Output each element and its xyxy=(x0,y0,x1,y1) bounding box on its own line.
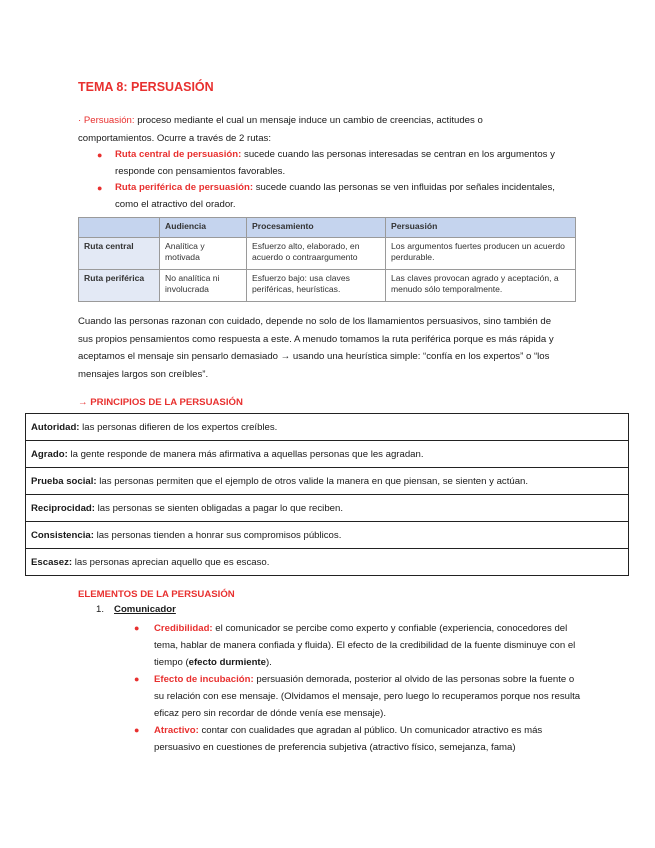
page-title: TEMA 8: PERSUASIÓN xyxy=(78,80,214,94)
list-item xyxy=(130,671,582,722)
incubation-text: persuasión demorada, posterior al olvido de las personas sobre la fuente o su relación con ese mensaje. (Olvidamos el mensaje, pero luego lo recuperamos porque nos resulta eficaz pero sin recordar de dónde venía ese mensaje). xyxy=(154,674,581,719)
route-text: sucede cuando las personas interesadas se centran en los argumentos y responde con pensamientos favorables. xyxy=(115,149,555,177)
principle-term: Autoridad: xyxy=(31,422,80,433)
credibility-end: ). xyxy=(265,657,272,668)
sleeper-effect: efecto durmiente xyxy=(188,657,266,668)
credibility-term: Credibilidad: xyxy=(154,623,213,634)
attractive-text: contar con cualidades que agradan al público. Un comunicador atractivo es más persuasivo en cuestiones de preferencia subjetiva (atractivo físico, semejanza, fama) xyxy=(154,725,543,753)
table-row xyxy=(79,238,576,270)
item-number: 1. xyxy=(96,604,105,615)
principle-term: Escasez: xyxy=(31,557,73,568)
principle-term: Agrado: xyxy=(31,449,68,460)
intro-prefix: · xyxy=(78,115,84,126)
list-item xyxy=(78,180,558,213)
table-row-header: Ruta central xyxy=(79,238,160,270)
principle-row xyxy=(26,441,628,468)
table-header-cell: Procesamiento xyxy=(247,218,386,238)
table-cell: Analítica y motivada xyxy=(160,238,247,270)
table-header-row xyxy=(79,218,576,238)
incubation-term: Efecto de incubación: xyxy=(154,674,254,685)
principles-heading: → PRINCIPIOS DE LA PERSUASIÓN xyxy=(78,397,243,408)
principle-row xyxy=(26,414,628,441)
route-term: Ruta periférica de persuasión: xyxy=(115,182,254,193)
list-item xyxy=(130,722,582,756)
intro-paragraph xyxy=(78,112,558,147)
principle-term: Reciprocidad: xyxy=(31,503,95,514)
principle-row xyxy=(26,549,628,575)
intro-text: proceso mediante el cual un mensaje induce un cambio de creencias, actitudes o comportamientos. Ocurre a través de 2 rutas: xyxy=(78,115,483,144)
table-cell: Las claves provocan agrado y aceptación, a menudo sólo temporalmente. xyxy=(386,270,576,302)
principle-text: las personas se sienten obligadas a pagar lo que reciben. xyxy=(94,503,343,514)
after-table-paragraph: Cuando las personas razonan con cuidado, depende no solo de los llamamientos persuasivos, sino también de sus propios pensamientos como respuesta a este. A menudo tomamos la ruta periférica porque es más rápida y aceptamos el mensaje sin pensarlo demasiado → usando una heurística simple: “confía en los expertos” o “los mensajes largos son creíbles”. xyxy=(78,316,554,380)
credibility-text: el comunicador se percibe como experto y confiable (experiencia, conocedores del tema, hablar de manera confiada y fluida). El efecto de la credibilidad de la fuente disminuye con el tiempo ( xyxy=(154,623,576,668)
bullet-icon: ● xyxy=(134,623,140,633)
table-row xyxy=(79,270,576,302)
principle-row xyxy=(26,522,628,549)
principle-row xyxy=(26,468,628,495)
principle-text: las personas difieren de los expertos creíbles. xyxy=(79,422,278,433)
principle-text: las personas permiten que el ejemplo de otros valide la manera en que piensan, se sienten y actúan. xyxy=(96,476,529,487)
route-text: sucede cuando las personas se ven influidas por señales incidentales, como el atractivo del orador. xyxy=(115,182,555,210)
table-header-cell: Audiencia xyxy=(160,218,247,238)
routes-bullet-list xyxy=(78,147,558,213)
principle-text: la gente responde de manera más afirmativa a aquellas personas que les agradan. xyxy=(67,449,424,460)
list-item xyxy=(78,147,558,180)
bullet-icon: ● xyxy=(134,725,140,735)
table-header-cell: Persuasión xyxy=(386,218,576,238)
list-item xyxy=(130,620,582,671)
principles-box xyxy=(25,413,629,576)
table-row-header: Ruta periférica xyxy=(79,270,160,302)
table-cell: Esfuerzo alto, elaborado, en acuerdo o contraargumento xyxy=(247,238,386,270)
principle-term: Prueba social: xyxy=(31,476,97,487)
table-cell: No analítica ni involucrada xyxy=(160,270,247,302)
principle-text: las personas tienden a honrar sus compromisos públicos. xyxy=(93,530,342,541)
route-term: Ruta central de persuasión: xyxy=(115,149,242,160)
principle-row xyxy=(26,495,628,522)
principle-text: las personas aprecian aquello que es escaso. xyxy=(72,557,270,568)
routes-table xyxy=(78,217,576,302)
attractive-term: Atractivo: xyxy=(154,725,199,736)
table-cell: Los argumentos fuertes producen un acuerdo perdurable. xyxy=(386,238,576,270)
item-label: Comunicador xyxy=(114,604,176,615)
bullet-icon: ● xyxy=(97,150,103,160)
table-header-cell xyxy=(79,218,160,238)
table-cell: Esfuerzo bajo: usa claves periféricas, heurísticas. xyxy=(247,270,386,302)
bullet-icon: ● xyxy=(97,183,103,193)
bullet-icon: ● xyxy=(134,674,140,684)
numbered-item xyxy=(96,604,176,615)
communicator-bullet-list xyxy=(130,620,582,756)
elements-heading: ELEMENTOS DE LA PERSUASIÓN xyxy=(78,589,235,600)
principle-term: Consistencia: xyxy=(31,530,94,541)
intro-term: Persuasión: xyxy=(83,115,135,126)
